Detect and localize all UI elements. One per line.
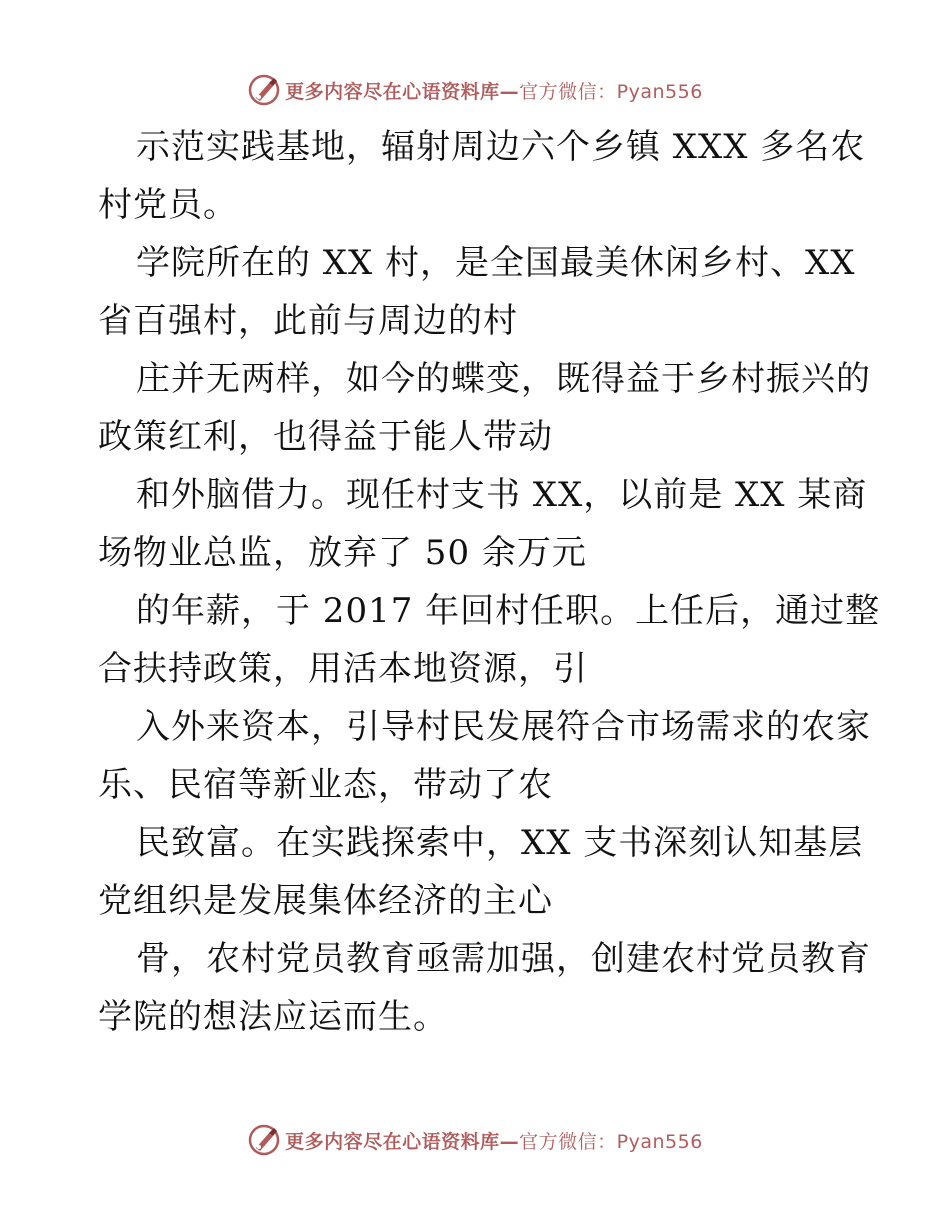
footer-watermark — [0, 1120, 950, 1160]
paragraph-line: 学院的想法应运而生。 — [98, 997, 448, 1037]
watermark-text — [285, 1127, 703, 1154]
watermark-main: 更多内容尽在心语资料库— — [285, 80, 520, 103]
paragraph — [98, 466, 868, 582]
header-watermark — [0, 70, 950, 110]
paragraph-line: 省百强村，此前与周边的村 — [98, 301, 518, 341]
paragraph — [98, 234, 858, 350]
paragraph-line: 的年薪，于 2017 年回村任职。上任后，通过整 — [136, 591, 881, 631]
paragraph — [98, 582, 881, 698]
paragraph-line: 合扶持政策，用活本地资源，引 — [98, 649, 588, 689]
paragraph-line: 和外脑借力。现任村支书 XX，以前是 XX 某商 — [136, 475, 868, 515]
paragraph-line: 入外来资本，引导村民发展符合市场需求的农家 — [136, 707, 871, 747]
watermark-contact: 官方微信：Pyan556 — [519, 1130, 703, 1153]
paragraph — [98, 698, 871, 814]
paragraph-line: 村党员。 — [98, 185, 238, 225]
pen-logo-icon — [247, 1123, 281, 1157]
paragraph — [98, 350, 871, 466]
paragraph-line: 场物业总监，放弃了 50 余万元 — [98, 533, 587, 573]
paragraph-line: 政策红利，也得益于能人带动 — [98, 417, 553, 457]
paragraph-line: 庄并无两样，如今的蝶变，既得益于乡村振兴的 — [136, 359, 871, 399]
paragraph-line: 乐、民宿等新业态，带动了农 — [98, 765, 553, 805]
document-body — [98, 118, 881, 1046]
paragraph — [98, 930, 871, 1046]
paragraph-line: 学院所在的 XX 村，是全国最美休闲乡村、XX — [136, 243, 856, 283]
paragraph-line: 民致富。在实践探索中，XX 支书深刻认知基层 — [136, 823, 864, 863]
watermark-text — [285, 77, 703, 104]
paragraph-line: 党组织是发展集体经济的主心 — [98, 881, 553, 921]
paragraph-line: 骨，农村党员教育亟需加强，创建农村党员教育 — [136, 939, 871, 979]
pen-logo-icon — [247, 73, 281, 107]
paragraph — [98, 814, 864, 930]
paragraph — [98, 118, 866, 234]
watermark-contact: 官方微信：Pyan556 — [519, 80, 703, 103]
paragraph-line: 示范实践基地，辐射周边六个乡镇 XXX 多名农 — [136, 127, 866, 167]
watermark-main: 更多内容尽在心语资料库— — [285, 1130, 520, 1153]
